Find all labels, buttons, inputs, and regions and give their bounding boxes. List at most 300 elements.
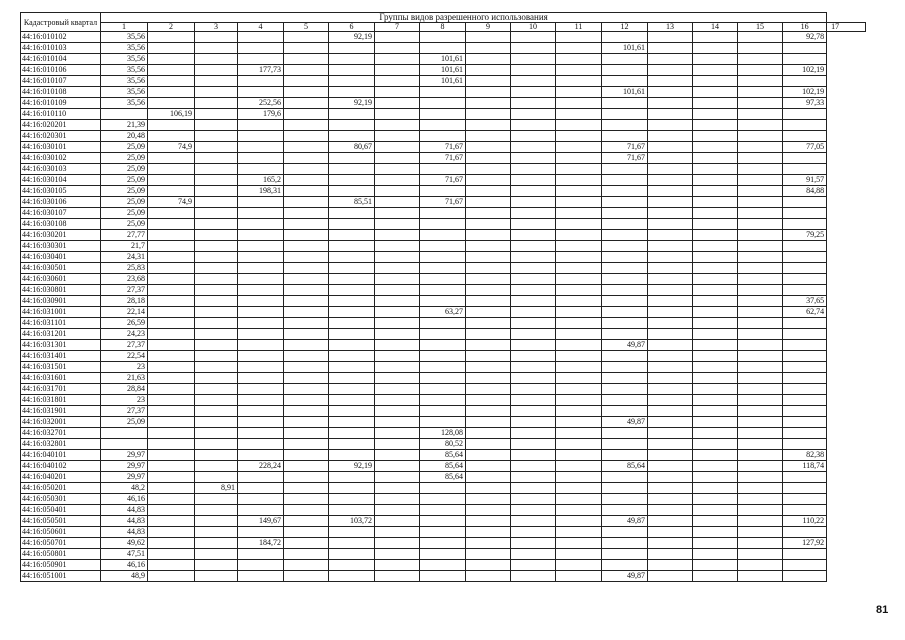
- value-cell: [556, 329, 602, 340]
- value-cell: [284, 76, 329, 87]
- value-cell: 25,09: [101, 219, 148, 230]
- value-cell: [783, 274, 827, 285]
- value-cell: [329, 340, 375, 351]
- value-cell: [693, 571, 738, 582]
- cadastral-quarter-cell: 44:16:031401: [21, 351, 101, 362]
- value-cell: [238, 406, 284, 417]
- table-row: [21, 406, 866, 417]
- value-cell: 92,19: [329, 461, 375, 472]
- value-cell: 21,39: [101, 120, 148, 131]
- value-cell: [738, 395, 783, 406]
- table-row: [21, 351, 866, 362]
- value-cell: [648, 494, 693, 505]
- value-cell: [466, 516, 511, 527]
- value-cell: [195, 516, 238, 527]
- table-row: [21, 252, 866, 263]
- value-cell: [238, 252, 284, 263]
- value-cell: [148, 340, 195, 351]
- value-cell: [738, 142, 783, 153]
- value-cell: [511, 76, 556, 87]
- value-cell: [648, 340, 693, 351]
- value-cell: 25,09: [101, 197, 148, 208]
- table-row: [21, 263, 866, 274]
- value-cell: [466, 285, 511, 296]
- value-cell: [375, 43, 420, 54]
- value-cell: 85,64: [420, 450, 466, 461]
- value-cell: [148, 373, 195, 384]
- value-cell: [420, 329, 466, 340]
- table-row: [21, 142, 866, 153]
- value-cell: [195, 153, 238, 164]
- value-cell: [329, 175, 375, 186]
- value-cell: 29,97: [101, 450, 148, 461]
- value-cell: 77,05: [783, 142, 827, 153]
- value-cell: [148, 351, 195, 362]
- table-row: [21, 208, 866, 219]
- value-cell: [693, 296, 738, 307]
- value-cell: [195, 450, 238, 461]
- value-cell: 28,84: [101, 384, 148, 395]
- value-cell: [195, 65, 238, 76]
- value-cell: [556, 318, 602, 329]
- value-cell: [783, 318, 827, 329]
- value-cell: [602, 98, 648, 109]
- value-cell: [148, 329, 195, 340]
- value-cell: [511, 186, 556, 197]
- value-cell: 102,19: [783, 87, 827, 98]
- value-cell: [284, 241, 329, 252]
- cadastral-quarter-cell: 44:16:010103: [21, 43, 101, 54]
- value-cell: [238, 340, 284, 351]
- value-cell: [738, 351, 783, 362]
- value-cell: [602, 175, 648, 186]
- column-number-13: 13: [648, 23, 693, 32]
- value-cell: [511, 505, 556, 516]
- value-cell: [195, 505, 238, 516]
- value-cell: [602, 373, 648, 384]
- value-cell: [284, 186, 329, 197]
- value-cell: [466, 318, 511, 329]
- value-cell: [511, 109, 556, 120]
- value-cell: [648, 461, 693, 472]
- value-cell: [693, 175, 738, 186]
- value-cell: [648, 164, 693, 175]
- value-cell: [375, 516, 420, 527]
- value-cell: 27,37: [101, 406, 148, 417]
- value-cell: [783, 263, 827, 274]
- table-row: [21, 296, 866, 307]
- value-cell: [329, 549, 375, 560]
- value-cell: [466, 505, 511, 516]
- table-row: [21, 538, 866, 549]
- value-cell: [738, 230, 783, 241]
- value-cell: [420, 384, 466, 395]
- value-cell: [420, 527, 466, 538]
- value-cell: [556, 527, 602, 538]
- value-cell: [375, 263, 420, 274]
- value-cell: [693, 384, 738, 395]
- cadastral-quarter-cell: 44:16:031601: [21, 373, 101, 384]
- value-cell: [783, 76, 827, 87]
- value-cell: [420, 219, 466, 230]
- value-cell: [602, 384, 648, 395]
- table-row: [21, 450, 866, 461]
- value-cell: [238, 32, 284, 43]
- value-cell: [375, 54, 420, 65]
- value-cell: [783, 384, 827, 395]
- value-cell: [195, 54, 238, 65]
- table-row: [21, 109, 866, 120]
- value-cell: [284, 395, 329, 406]
- value-cell: [511, 406, 556, 417]
- value-cell: [148, 538, 195, 549]
- value-cell: [420, 274, 466, 285]
- value-cell: [375, 186, 420, 197]
- value-cell: [556, 483, 602, 494]
- value-cell: [556, 164, 602, 175]
- value-cell: [420, 571, 466, 582]
- value-cell: 71,67: [420, 175, 466, 186]
- value-cell: 80,52: [420, 439, 466, 450]
- value-cell: [648, 98, 693, 109]
- value-cell: [783, 472, 827, 483]
- value-cell: [648, 571, 693, 582]
- value-cell: [329, 76, 375, 87]
- value-cell: [148, 285, 195, 296]
- value-cell: [284, 384, 329, 395]
- value-cell: [648, 373, 693, 384]
- value-cell: [511, 252, 556, 263]
- cadastral-quarter-cell: 44:16:050401: [21, 505, 101, 516]
- value-cell: [511, 461, 556, 472]
- value-cell: [602, 65, 648, 76]
- table-row: [21, 43, 866, 54]
- column-number-7: 7: [375, 23, 420, 32]
- value-cell: [511, 439, 556, 450]
- value-cell: [284, 164, 329, 175]
- value-cell: [466, 417, 511, 428]
- value-cell: [148, 395, 195, 406]
- value-cell: [148, 296, 195, 307]
- value-cell: [648, 406, 693, 417]
- value-cell: [648, 241, 693, 252]
- value-cell: [511, 373, 556, 384]
- value-cell: [420, 32, 466, 43]
- value-cell: 21,7: [101, 241, 148, 252]
- value-cell: [738, 406, 783, 417]
- value-cell: [195, 131, 238, 142]
- value-cell: [148, 175, 195, 186]
- value-cell: [648, 87, 693, 98]
- value-cell: [466, 373, 511, 384]
- value-cell: [511, 318, 556, 329]
- value-cell: [648, 428, 693, 439]
- value-cell: [602, 329, 648, 340]
- value-cell: [556, 439, 602, 450]
- value-cell: [466, 109, 511, 120]
- value-cell: 85,64: [420, 472, 466, 483]
- value-cell: [602, 186, 648, 197]
- value-cell: [148, 252, 195, 263]
- value-cell: [284, 197, 329, 208]
- value-cell: [602, 131, 648, 142]
- value-cell: 20,48: [101, 131, 148, 142]
- cadastral-quarter-cell: 44:16:040101: [21, 450, 101, 461]
- value-cell: [783, 406, 827, 417]
- value-cell: [738, 373, 783, 384]
- cadastral-quarter-cell: 44:16:050801: [21, 549, 101, 560]
- value-cell: [284, 153, 329, 164]
- value-cell: [466, 230, 511, 241]
- value-cell: [420, 230, 466, 241]
- cadastral-quarter-cell: 44:16:031101: [21, 318, 101, 329]
- value-cell: [148, 362, 195, 373]
- value-cell: [556, 252, 602, 263]
- value-cell: [420, 98, 466, 109]
- value-cell: [511, 549, 556, 560]
- value-cell: [648, 439, 693, 450]
- value-cell: [466, 472, 511, 483]
- value-cell: [783, 439, 827, 450]
- value-cell: 106,19: [148, 109, 195, 120]
- value-cell: [738, 274, 783, 285]
- value-cell: [284, 142, 329, 153]
- cadastral-quarter-cell: 44:16:020301: [21, 131, 101, 142]
- value-cell: [148, 450, 195, 461]
- value-cell: 103,72: [329, 516, 375, 527]
- value-cell: [648, 153, 693, 164]
- value-cell: [238, 241, 284, 252]
- value-cell: [556, 241, 602, 252]
- value-cell: [466, 153, 511, 164]
- value-cell: [738, 43, 783, 54]
- value-cell: [556, 263, 602, 274]
- value-cell: [420, 362, 466, 373]
- value-cell: [556, 549, 602, 560]
- value-cell: [329, 164, 375, 175]
- value-cell: [329, 153, 375, 164]
- cadastral-quarter-cell: 44:16:030901: [21, 296, 101, 307]
- cadastral-quarter-cell: 44:16:040102: [21, 461, 101, 472]
- value-cell: [420, 109, 466, 120]
- value-cell: [693, 549, 738, 560]
- table-row: [21, 241, 866, 252]
- value-cell: 101,61: [420, 76, 466, 87]
- value-cell: [148, 241, 195, 252]
- value-cell: [148, 494, 195, 505]
- table-row: [21, 571, 866, 582]
- value-cell: [648, 483, 693, 494]
- value-cell: [284, 362, 329, 373]
- value-cell: [420, 516, 466, 527]
- value-cell: [420, 395, 466, 406]
- value-cell: [556, 54, 602, 65]
- value-cell: [375, 296, 420, 307]
- value-cell: [648, 263, 693, 274]
- value-cell: [284, 32, 329, 43]
- value-cell: [195, 98, 238, 109]
- value-cell: [738, 219, 783, 230]
- cadastral-quarter-cell: 44:16:050601: [21, 527, 101, 538]
- value-cell: [375, 131, 420, 142]
- value-cell: [195, 384, 238, 395]
- value-cell: [375, 98, 420, 109]
- value-cell: [375, 472, 420, 483]
- value-cell: [375, 329, 420, 340]
- value-cell: [648, 65, 693, 76]
- value-cell: [602, 406, 648, 417]
- value-cell: [738, 527, 783, 538]
- value-cell: [375, 164, 420, 175]
- cadastral-quarter-cell: 44:16:010108: [21, 87, 101, 98]
- value-cell: [783, 527, 827, 538]
- table-row: [21, 494, 866, 505]
- cadastral-quarter-cell: 44:16:030102: [21, 153, 101, 164]
- value-cell: [738, 175, 783, 186]
- value-cell: [738, 296, 783, 307]
- value-cell: [195, 527, 238, 538]
- value-cell: [511, 131, 556, 142]
- value-cell: [466, 362, 511, 373]
- value-cell: [693, 373, 738, 384]
- value-cell: [238, 428, 284, 439]
- cadastral-quarter-cell: 44:16:010107: [21, 76, 101, 87]
- value-cell: [195, 263, 238, 274]
- value-cell: [602, 362, 648, 373]
- value-cell: [238, 560, 284, 571]
- value-cell: [693, 285, 738, 296]
- value-cell: [195, 560, 238, 571]
- value-cell: [693, 65, 738, 76]
- value-cell: [375, 340, 420, 351]
- value-cell: [556, 538, 602, 549]
- value-cell: [511, 197, 556, 208]
- value-cell: [556, 43, 602, 54]
- value-cell: [148, 208, 195, 219]
- value-cell: [329, 450, 375, 461]
- value-cell: [556, 197, 602, 208]
- value-cell: [238, 263, 284, 274]
- table-row: [21, 76, 866, 87]
- value-cell: [375, 230, 420, 241]
- value-cell: [420, 351, 466, 362]
- value-cell: [329, 263, 375, 274]
- value-cell: [466, 252, 511, 263]
- cadastral-quarter-cell: 44:16:031201: [21, 329, 101, 340]
- value-cell: [466, 483, 511, 494]
- value-cell: [329, 439, 375, 450]
- value-cell: [783, 252, 827, 263]
- value-cell: [648, 329, 693, 340]
- value-cell: [148, 43, 195, 54]
- value-cell: [556, 87, 602, 98]
- value-cell: [329, 241, 375, 252]
- value-cell: 184,72: [238, 538, 284, 549]
- value-cell: 23: [101, 395, 148, 406]
- value-cell: [602, 307, 648, 318]
- value-cell: [602, 164, 648, 175]
- value-cell: [693, 439, 738, 450]
- value-cell: 29,97: [101, 472, 148, 483]
- value-cell: [466, 197, 511, 208]
- cadastral-quarter-header: Кадастровый квартал: [21, 13, 101, 32]
- value-cell: [602, 54, 648, 65]
- value-cell: 198,31: [238, 186, 284, 197]
- value-cell: [420, 373, 466, 384]
- value-cell: [602, 450, 648, 461]
- value-cell: 71,67: [602, 153, 648, 164]
- value-cell: [556, 274, 602, 285]
- value-cell: [238, 43, 284, 54]
- value-cell: [329, 538, 375, 549]
- value-cell: 37,65: [783, 296, 827, 307]
- value-cell: [511, 142, 556, 153]
- value-cell: [329, 296, 375, 307]
- value-cell: [466, 461, 511, 472]
- value-cell: [284, 505, 329, 516]
- value-cell: 101,61: [602, 43, 648, 54]
- value-cell: [738, 318, 783, 329]
- value-cell: 74,9: [148, 142, 195, 153]
- value-cell: [329, 505, 375, 516]
- value-cell: [693, 494, 738, 505]
- value-cell: [148, 527, 195, 538]
- value-cell: [148, 318, 195, 329]
- value-cell: 91,57: [783, 175, 827, 186]
- table-row: [21, 428, 866, 439]
- cadastral-quarter-cell: 44:16:030101: [21, 142, 101, 153]
- value-cell: [693, 142, 738, 153]
- value-cell: [375, 274, 420, 285]
- value-cell: [511, 450, 556, 461]
- value-cell: [648, 197, 693, 208]
- value-cell: [238, 164, 284, 175]
- value-cell: [148, 153, 195, 164]
- value-cell: [284, 516, 329, 527]
- value-cell: [238, 505, 284, 516]
- table-row: [21, 505, 866, 516]
- value-cell: 71,67: [420, 142, 466, 153]
- value-cell: [148, 417, 195, 428]
- value-cell: [556, 494, 602, 505]
- value-cell: [284, 285, 329, 296]
- value-cell: 47,51: [101, 549, 148, 560]
- cadastral-quarter-cell: 44:16:050301: [21, 494, 101, 505]
- cadastral-quarter-cell: 44:16:031001: [21, 307, 101, 318]
- value-cell: 165,2: [238, 175, 284, 186]
- value-cell: [466, 450, 511, 461]
- value-cell: [375, 406, 420, 417]
- value-cell: [284, 472, 329, 483]
- value-cell: [556, 373, 602, 384]
- value-cell: [738, 384, 783, 395]
- value-cell: [511, 417, 556, 428]
- value-cell: [783, 54, 827, 65]
- value-cell: [466, 175, 511, 186]
- value-cell: [738, 54, 783, 65]
- value-cell: [148, 186, 195, 197]
- value-cell: [466, 428, 511, 439]
- value-cell: [783, 494, 827, 505]
- value-cell: [693, 153, 738, 164]
- value-cell: [329, 373, 375, 384]
- value-cell: [329, 362, 375, 373]
- value-cell: 128,08: [420, 428, 466, 439]
- value-cell: [238, 450, 284, 461]
- value-cell: 97,33: [783, 98, 827, 109]
- value-cell: [511, 527, 556, 538]
- value-cell: 29,97: [101, 461, 148, 472]
